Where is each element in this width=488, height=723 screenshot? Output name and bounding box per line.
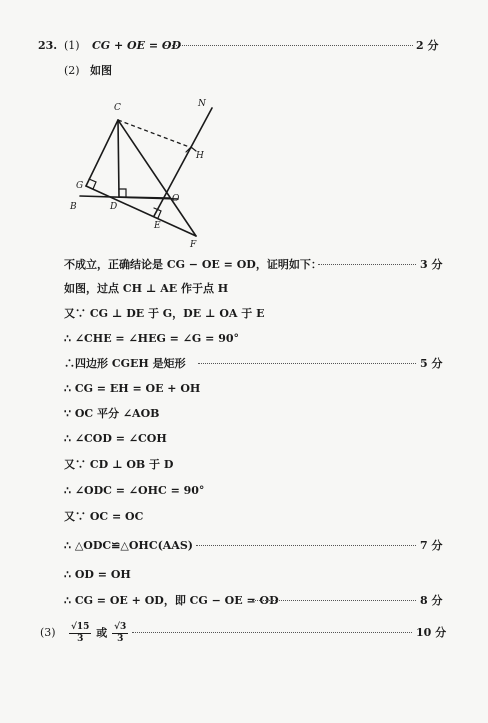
proof-text: ∵ OC 平分 ∠AOB bbox=[64, 407, 160, 420]
part2-label: (2) bbox=[64, 64, 80, 77]
part1-score: 2 分 bbox=[416, 39, 439, 52]
or-word: 或 bbox=[96, 626, 108, 640]
fraction-1-denominator: 3 bbox=[77, 634, 84, 644]
right-angle-d bbox=[119, 189, 126, 197]
proof-text: ∴ ∠CHE = ∠HEG = ∠G = 90° bbox=[64, 332, 240, 345]
proof-line-6 bbox=[0, 379, 488, 399]
proof-line-5 bbox=[0, 354, 488, 374]
label-o: O bbox=[172, 194, 180, 204]
part2-intro: 如图 bbox=[90, 64, 112, 77]
segment-cg bbox=[86, 120, 118, 186]
part3-label: (3) bbox=[40, 626, 56, 639]
proof-text: 不成立，正确结论是 CG − OE = OD，证明如下： bbox=[64, 258, 322, 271]
label-n: N bbox=[198, 99, 206, 109]
fraction-2-denominator: 3 bbox=[117, 634, 124, 644]
label-g: G bbox=[76, 181, 84, 191]
proof-score: 5 分 bbox=[420, 357, 443, 370]
part3-score: 10 分 bbox=[416, 626, 447, 639]
proof-text: ∴ OD = OH bbox=[64, 568, 131, 581]
proof-line-4 bbox=[0, 329, 488, 349]
proof-text: ∴ ∠ODC = ∠OHC = 90° bbox=[64, 484, 205, 497]
fraction-1-numerator: √15 bbox=[71, 622, 90, 632]
proof-text: ∴四边形 CGEH 是矩形 bbox=[64, 357, 186, 370]
proof-text: 又∵ CD ⊥ OB 于 D bbox=[64, 458, 174, 471]
leader-dots bbox=[196, 545, 416, 546]
proof-line-14 bbox=[0, 591, 488, 611]
leader-dots bbox=[198, 363, 416, 364]
label-h: H bbox=[196, 151, 204, 161]
fraction-2 bbox=[112, 622, 128, 645]
part1-statement: CG + OE = OD bbox=[92, 39, 181, 52]
proof-line-2 bbox=[0, 279, 488, 299]
proof-score: 3 分 bbox=[420, 258, 443, 271]
proof-line-12 bbox=[0, 536, 488, 556]
question-number: 23. bbox=[38, 39, 58, 52]
proof-text: ∴ ∠COD = ∠COH bbox=[64, 432, 167, 445]
proof-line-10 bbox=[0, 481, 488, 501]
proof-text: 又∵ CG ⊥ DE 于 G，DE ⊥ OA 于 E bbox=[64, 307, 265, 320]
proof-text: ∴ △ODC≌△OHC(AAS) bbox=[64, 539, 193, 552]
line-en bbox=[154, 108, 212, 216]
proof-line-11 bbox=[0, 507, 488, 527]
proof-line-1 bbox=[0, 255, 488, 275]
proof-line-13 bbox=[0, 565, 488, 585]
proof-text: ∴ CG = OE + OD，即 CG − OE = OD bbox=[64, 594, 279, 607]
proof-line-9 bbox=[0, 455, 488, 475]
proof-line-7 bbox=[0, 404, 488, 424]
leader-dots bbox=[252, 600, 416, 601]
label-c: C bbox=[114, 103, 121, 113]
dashed-segment-ch bbox=[118, 120, 192, 148]
part1-label: (1) bbox=[64, 39, 80, 52]
proof-line-3 bbox=[0, 304, 488, 324]
label-f: F bbox=[190, 240, 197, 250]
leader-dots bbox=[318, 264, 416, 265]
label-d: D bbox=[110, 202, 118, 212]
part3-line bbox=[0, 619, 488, 647]
fraction-2-numerator: √3 bbox=[114, 622, 127, 632]
proof-score: 7 分 bbox=[420, 539, 443, 552]
fraction-1 bbox=[69, 622, 91, 645]
label-b: B bbox=[70, 202, 77, 212]
proof-score: 8 分 bbox=[420, 594, 443, 607]
proof-line-8 bbox=[0, 429, 488, 449]
part3-answer bbox=[68, 622, 129, 645]
proof-text: 又∵ OC = OC bbox=[64, 510, 144, 523]
proof-text: 如图，过点 CH ⊥ AE 作于点 H bbox=[64, 282, 229, 295]
label-e: E bbox=[154, 221, 161, 231]
proof-text: ∴ CG = EH = OE + OH bbox=[64, 382, 201, 395]
leader-dots bbox=[132, 632, 412, 633]
segment-cd bbox=[118, 120, 119, 197]
